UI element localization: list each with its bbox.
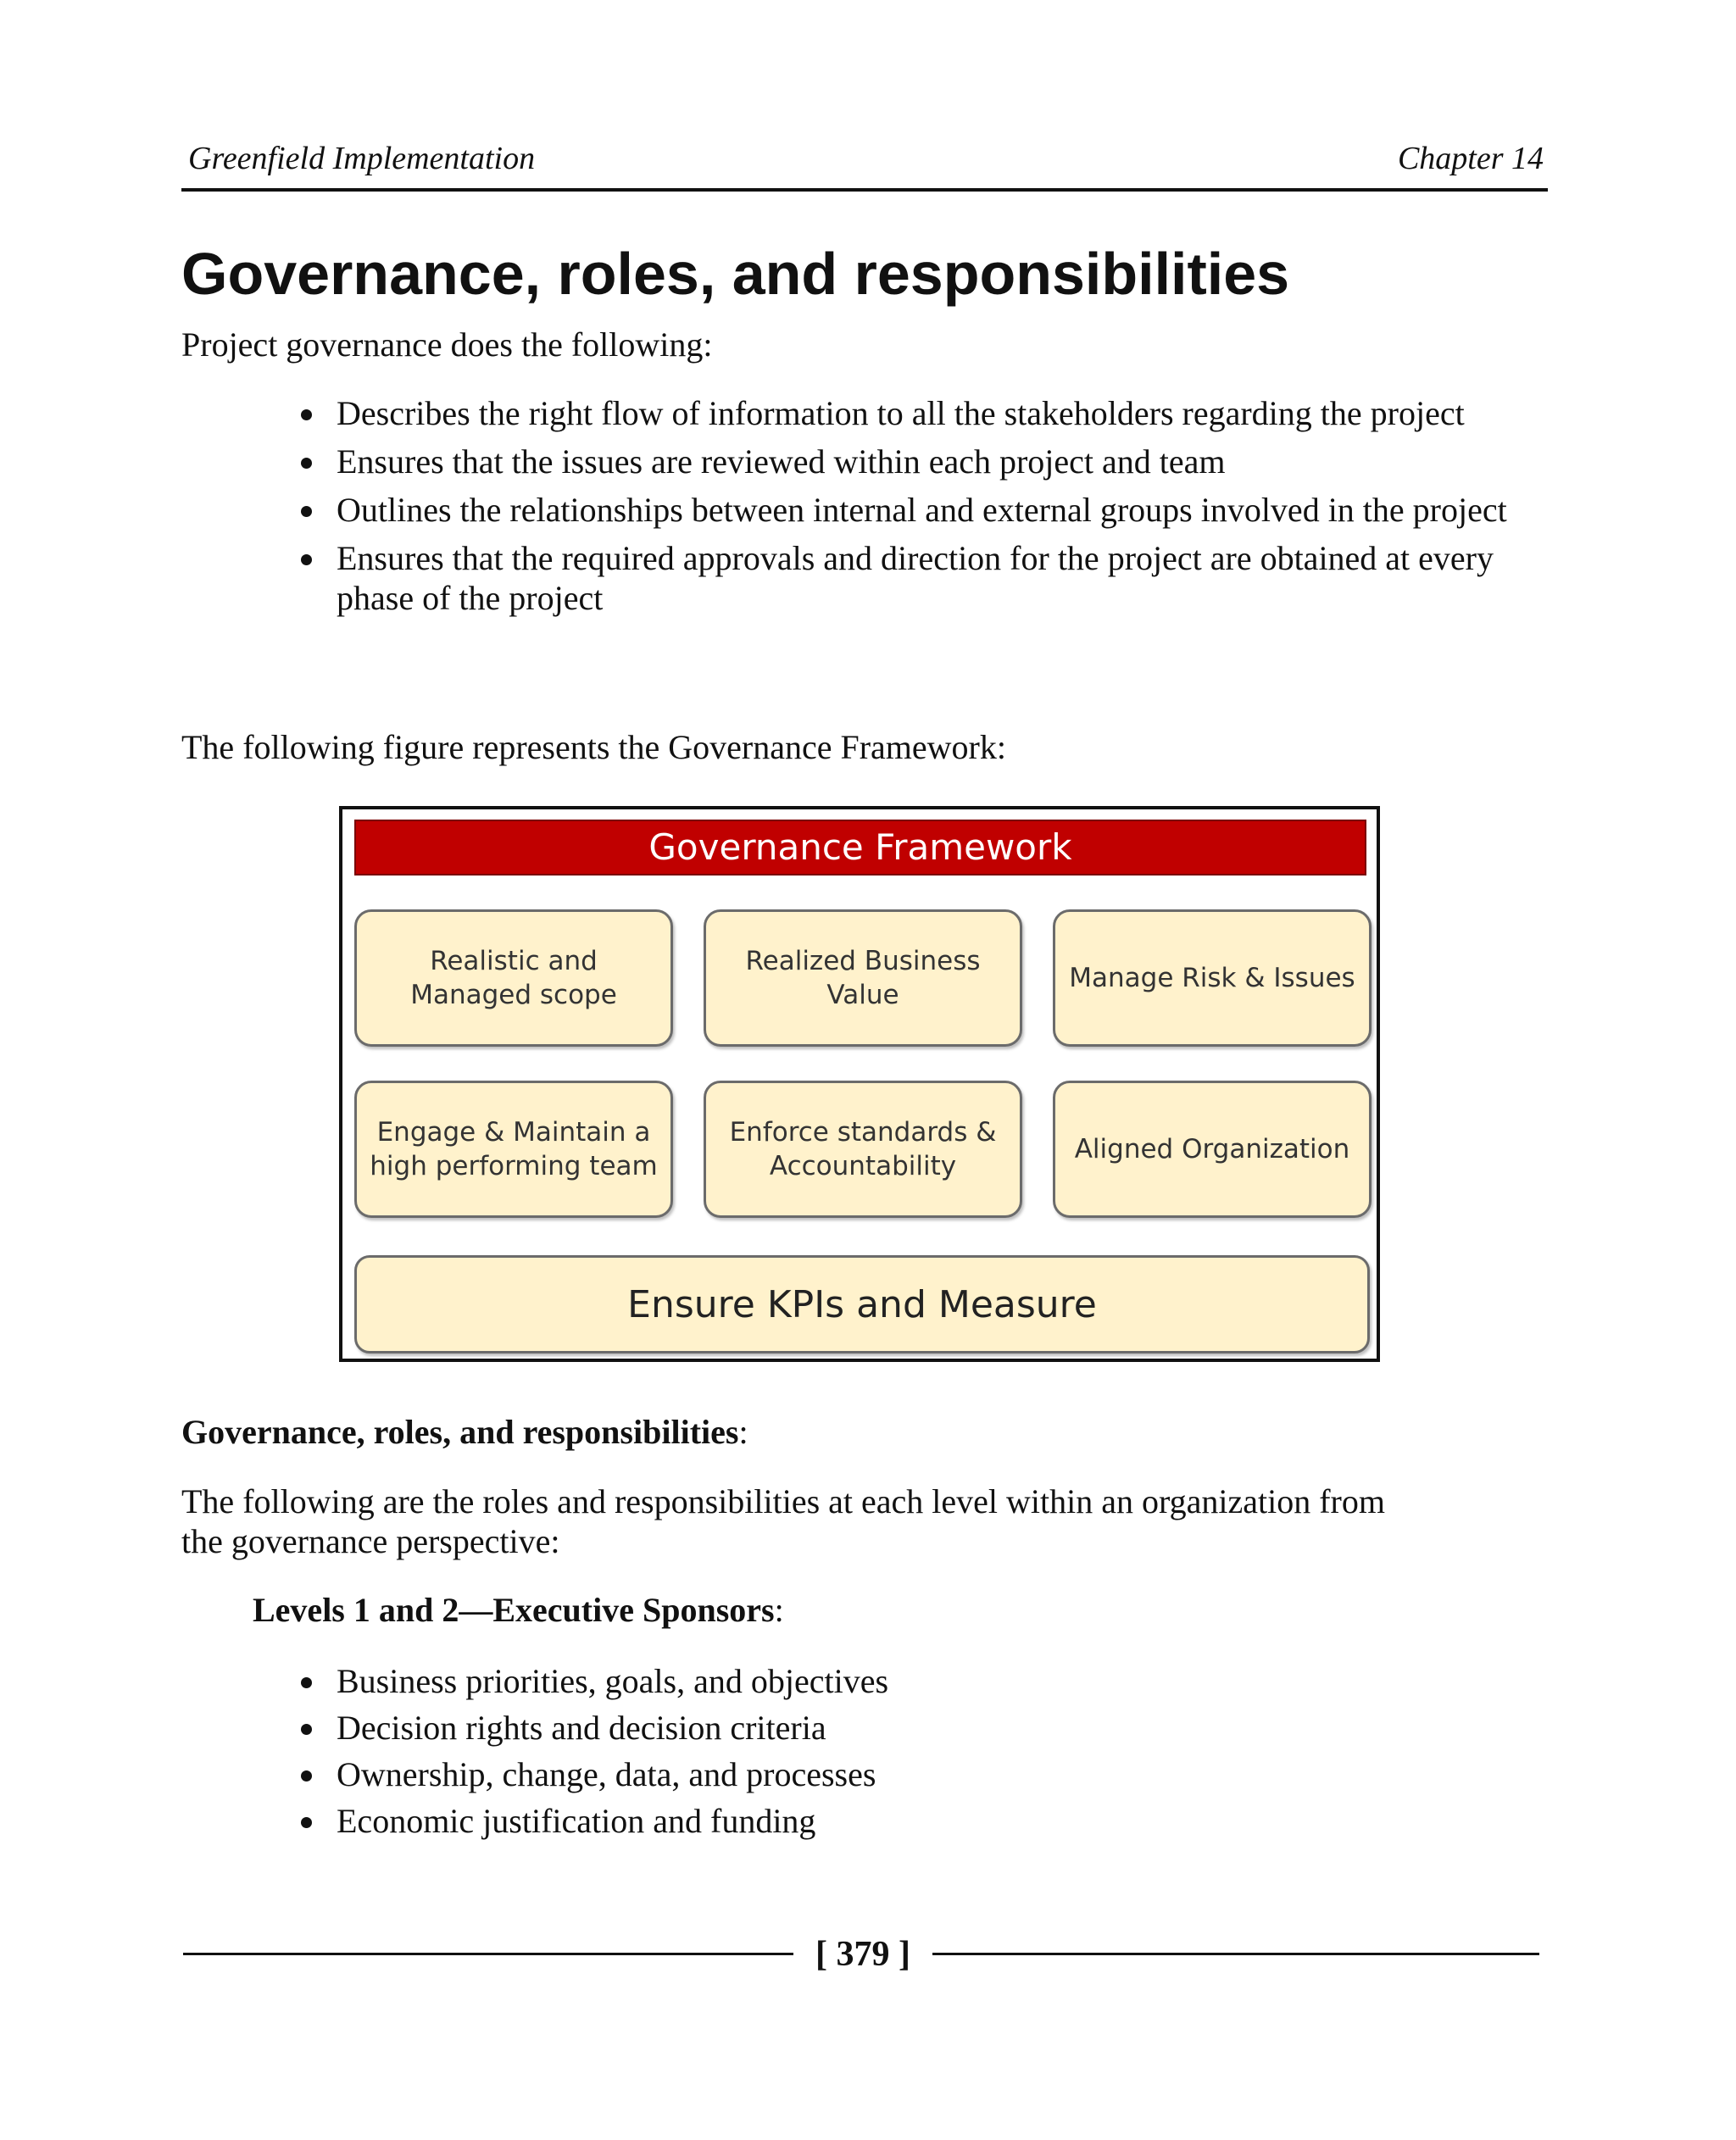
header-rule bbox=[181, 188, 1548, 192]
level-subheading-colon: : bbox=[774, 1591, 784, 1629]
page-number: [ 379 ] bbox=[815, 1935, 910, 1974]
governance-framework-figure bbox=[339, 806, 1380, 1362]
list-item: Decision rights and decision criteria bbox=[301, 1708, 1233, 1748]
intro-paragraph: Project governance does the following: bbox=[181, 325, 713, 364]
framework-cell-scope: Realistic and Managed scope bbox=[354, 909, 673, 1047]
page-title: Governance, roles, and responsibilities bbox=[181, 241, 1290, 307]
framework-cell-team: Engage & Maintain a high performing team bbox=[354, 1081, 673, 1218]
footer-rule-right bbox=[932, 1953, 1539, 1955]
running-header-chapter: Chapter 14 bbox=[1397, 141, 1544, 176]
roles-intro-line: the governance perspective: bbox=[181, 1522, 560, 1560]
list-item: Ensures that the required approvals and direction for the project are obtained at every phase of the project bbox=[301, 538, 1538, 618]
footer-rule-left bbox=[183, 1953, 793, 1955]
level-subheading bbox=[253, 1590, 784, 1630]
roles-subheading-colon: : bbox=[738, 1413, 748, 1451]
running-header-title: Greenfield Implementation bbox=[188, 141, 536, 176]
framework-kpi-bar: Ensure KPIs and Measure bbox=[354, 1255, 1370, 1353]
roles-subheading bbox=[181, 1412, 748, 1452]
list-item: Ownership, change, data, and processes bbox=[301, 1754, 1233, 1794]
list-item: Outlines the relationships between internal and external groups involved in the project bbox=[301, 490, 1538, 530]
list-item: Business priorities, goals, and objectives bbox=[301, 1661, 1233, 1701]
executive-sponsor-bullet-list bbox=[301, 1661, 1233, 1848]
level-subheading-text: Levels 1 and 2—Executive Sponsors bbox=[253, 1591, 775, 1629]
list-item: Describes the right flow of information to all the stakeholders regarding the project bbox=[301, 393, 1538, 433]
roles-subheading-text: Governance, roles, and responsibilities bbox=[181, 1413, 739, 1451]
framework-title-bar: Governance Framework bbox=[354, 820, 1366, 875]
list-item: Ensures that the issues are reviewed within each project and team bbox=[301, 442, 1538, 481]
list-item: Economic justification and funding bbox=[301, 1801, 1233, 1841]
framework-cell-standards: Enforce standards & Accountability bbox=[704, 1081, 1022, 1218]
framework-cell-business-value: Realized Business Value bbox=[704, 909, 1022, 1047]
framework-cell-organization: Aligned Organization bbox=[1053, 1081, 1372, 1218]
governance-bullet-list bbox=[301, 393, 1538, 626]
roles-intro-paragraph bbox=[181, 1481, 1385, 1561]
roles-intro-line: The following are the roles and responsibilities at each level within an organization from bbox=[181, 1482, 1385, 1520]
figure-intro-paragraph: The following figure represents the Governance Framework: bbox=[181, 728, 1006, 766]
framework-cell-risk-issues: Manage Risk & Issues bbox=[1053, 909, 1372, 1047]
